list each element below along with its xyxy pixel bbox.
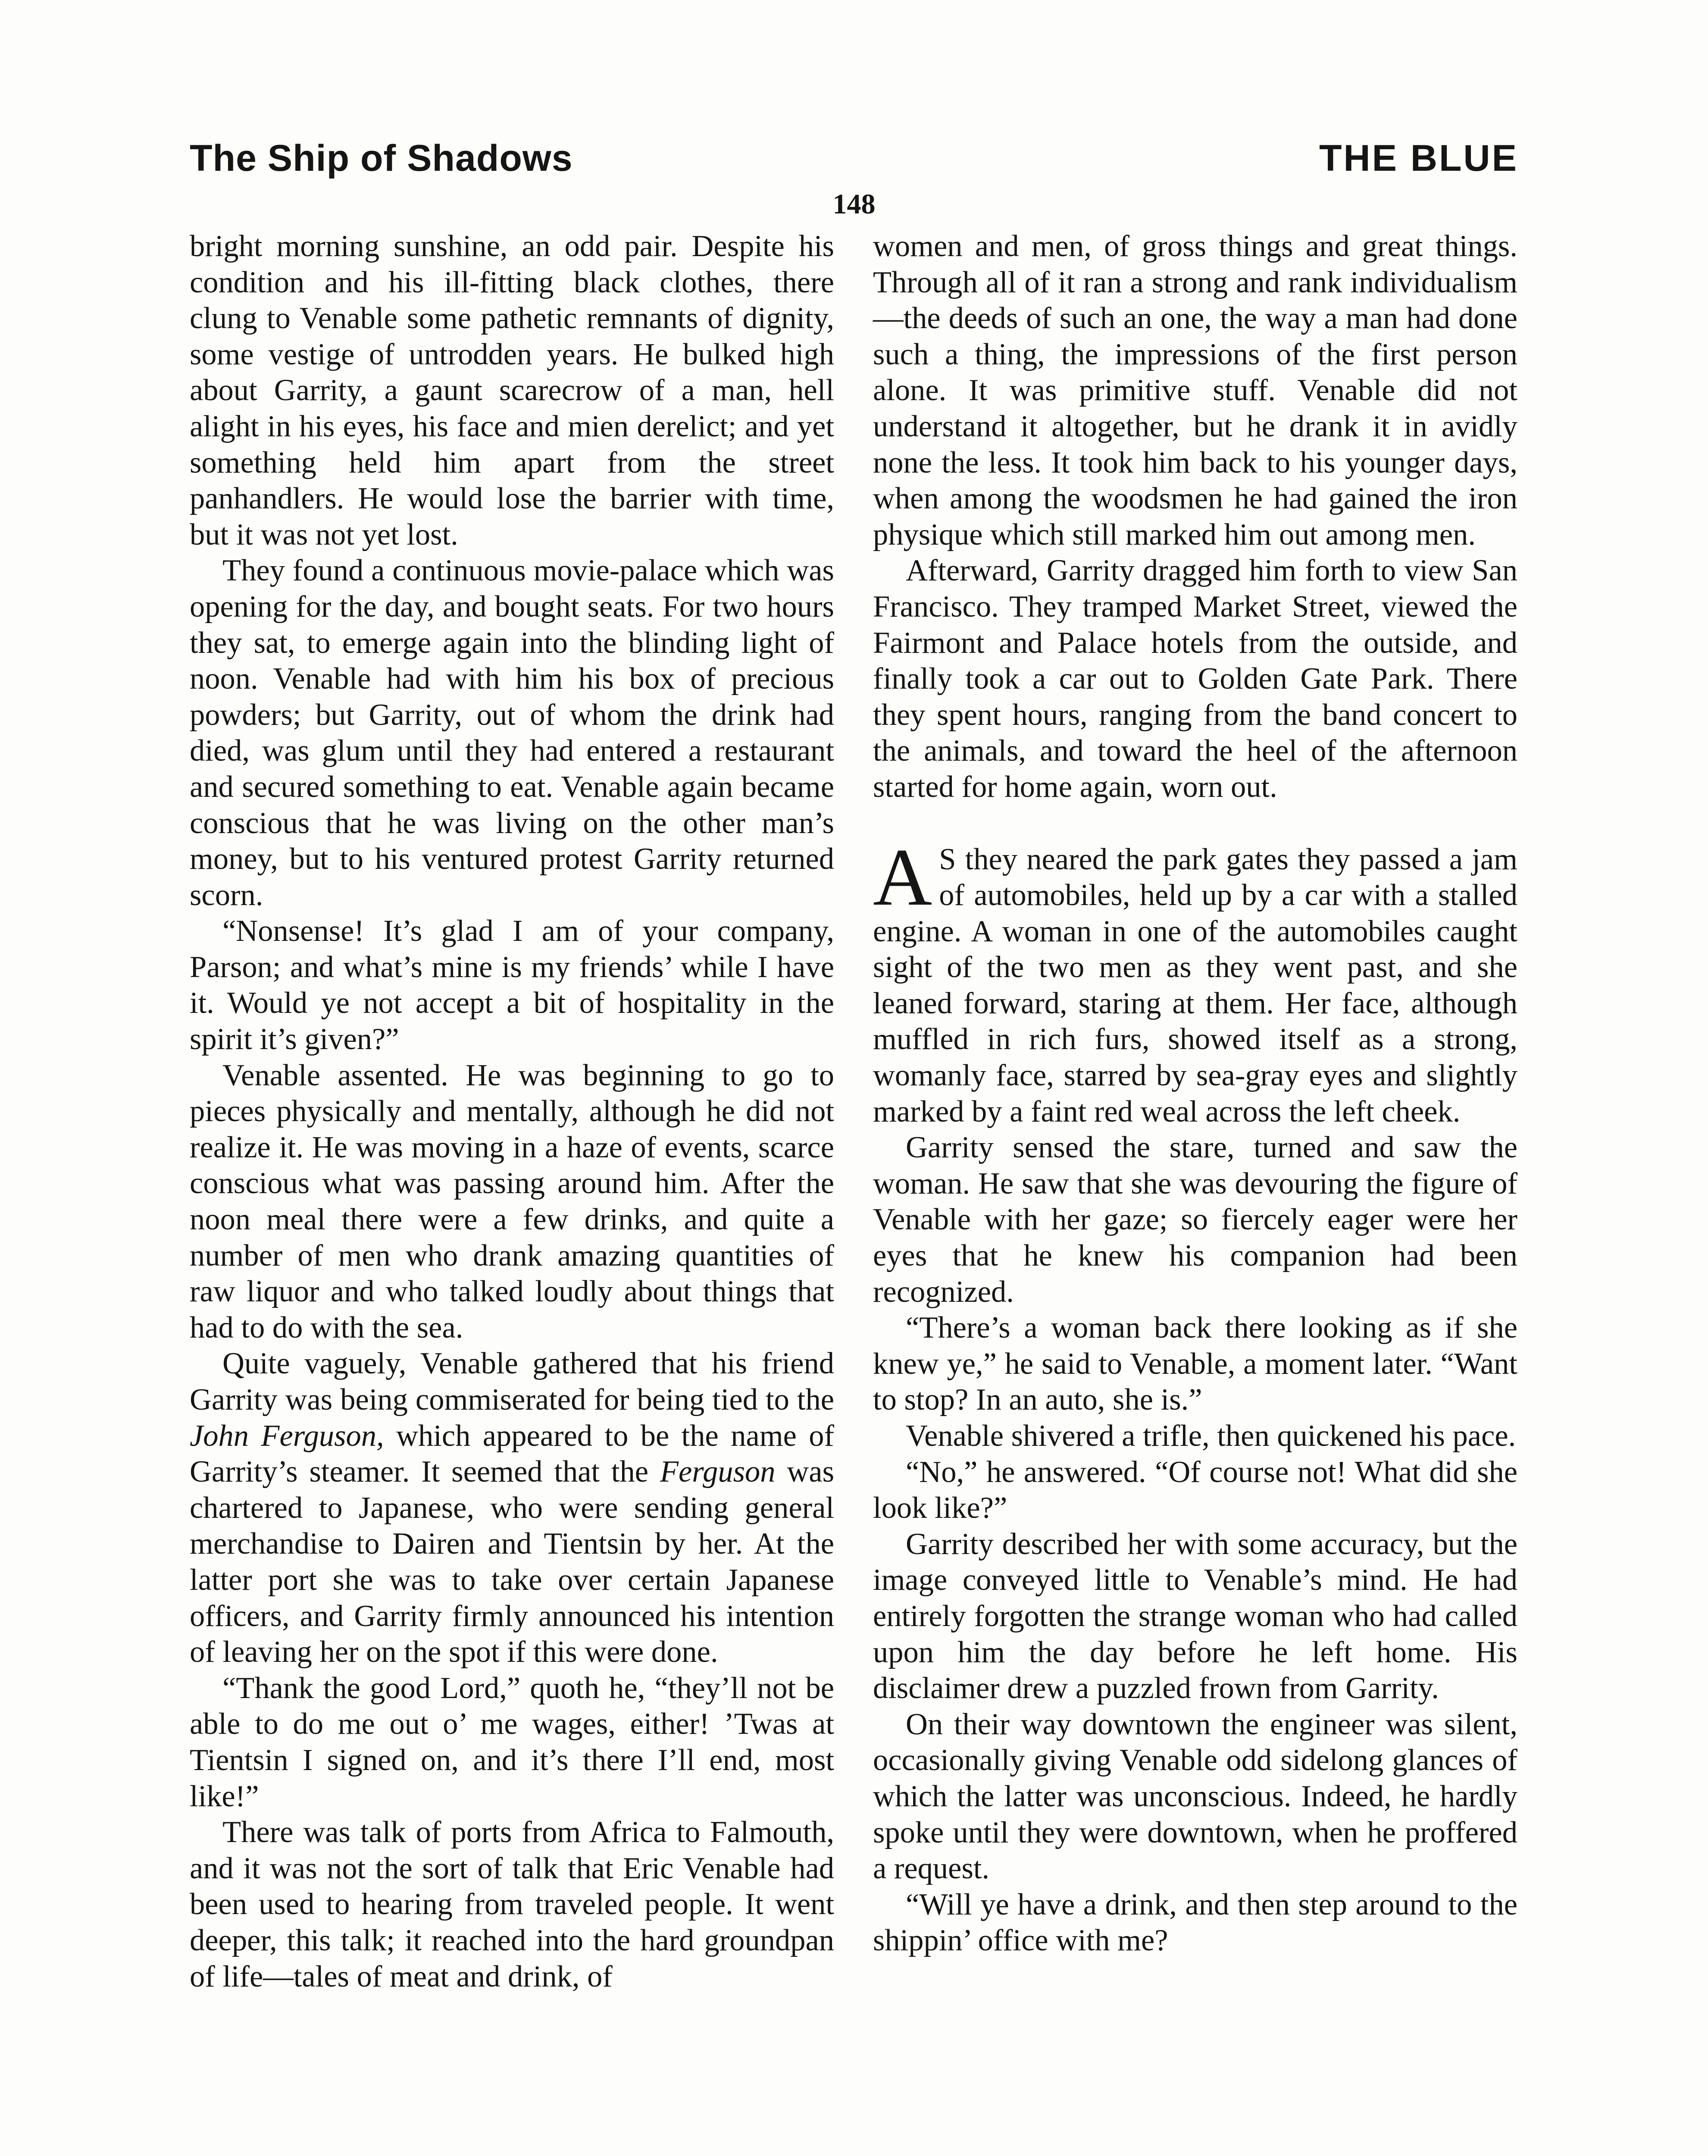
paragraph: “No,” he answered. “Of course not! What did she look like?” bbox=[873, 1455, 1517, 1525]
paragraph: Venable assented. He was beginning to go to pieces physically and mentally, although he did not realize it. He was moving in a haze of events, scarce conscious what was passing around him. After the noon meal there were a few drinks, and quite a number of men who drank amazing quantities of raw liquor and who talked loudly about things that had to do with the sea. bbox=[190, 1058, 834, 1344]
paragraph: “Nonsense! It’s glad I am of your company, Parson; and what’s mine is my friends’ while I have it. Would ye not accept a bit of hospitality in the spirit it’s given?” bbox=[190, 914, 834, 1056]
left-column bbox=[190, 229, 834, 1995]
paragraph: “Will ye have a drink, and then step around to the shippin’ office with me? bbox=[873, 1887, 1517, 1958]
ship-name-short: Ferguson bbox=[660, 1455, 776, 1489]
paragraph-text: S they neared the park gates they passed a jam of automobiles, held up by a car with a stalled engine. A woman in one of the automobiles caught sight of the two men as they went past, and she leaned forward, staring at them. Her face, although muffled in rich furs, showed itself as a strong, womanly face, starred by sea-gray eyes and slightly marked by a faint red weal across the left cheek. bbox=[873, 842, 1517, 1128]
paragraph: “Thank the good Lord,” quoth he, “they’ll not be able to do me out o’ me wages, either! ’Twas at Tientsin I signed on, and it’s there I’ll end, most like!” bbox=[190, 1671, 834, 1813]
running-head-title: The Ship of Shadows bbox=[190, 138, 573, 179]
page-number: 148 bbox=[832, 188, 876, 220]
paragraph: Venable shivered a trifle, then quickened his pace. bbox=[906, 1419, 1516, 1453]
paragraph: women and men, of gross things and great things. Through all of it ran a strong and rank individualism—the deeds of such an one, the way a man had done such a thing, the impressions of the first person alone. It was primitive stuff. Venable did not understand it altogether, but he drank it in avidly none the less. It took him back to his younger days, when among the woodsmen he had gained the iron physique which still marked him out among men. bbox=[873, 229, 1517, 552]
paragraph-text: which appeared to be the name of Garrity’s steamer. It seemed that the bbox=[190, 1419, 834, 1489]
running-head-magazine: THE BLUE bbox=[1319, 138, 1518, 179]
paragraph: bright morning sunshine, an odd pair. Despite his condition and his ill-fitting black clothes, there clung to Venable some pathetic remnants of dignity, some vestige of untrodden years. He bulked high about Garrity, a gaunt scarecrow of a man, hell alight in his eyes, his face and mien derelict; and yet something held him apart from the street panhandlers. He would lose the barrier with time, but it was not yet lost. bbox=[190, 229, 834, 552]
paragraph: There was talk of ports from Africa to Falmouth, and it was not the sort of talk that Eric Venable had been used to hearing from traveled people. It went deeper, this talk; it reached into the hard groundpan of life—tales of meat and drink, of bbox=[190, 1815, 834, 1993]
paragraph: On their way downtown the engineer was silent, occasionally giving Venable odd sidelong glances of which the latter was unconscious. Indeed, he hardly spoke until they were downtown, when he proffered a request. bbox=[873, 1707, 1517, 1886]
drop-cap: A bbox=[873, 832, 932, 923]
paragraph bbox=[190, 1346, 834, 1670]
paragraph-text: was chartered to Japanese, who were sending general merchandise to Dairen and Tientsin by her. At the latter port she was to take over certain Japanese officers, and Garrity firmly announced his intention of leaving her on the spot if this were done. bbox=[190, 1455, 835, 1669]
paragraph: Garrity described her with some accuracy, but the image conveyed little to Venable’s mind. He had entirely forgotten the strange woman who had called upon him the day before he left home. His disclaimer drew a puzzled frown from Garrity. bbox=[873, 1527, 1517, 1705]
ship-name: John Ferguson, bbox=[190, 1419, 384, 1453]
paragraph-text: Quite vaguely, Venable gathered that his friend Garrity was being commiserated for being tied to the bbox=[190, 1347, 834, 1416]
paragraph: Garrity sensed the stare, turned and saw the woman. He saw that she was devouring the figure of Venable with her gaze; so fiercely eager were her eyes that he knew his companion had been recognized. bbox=[873, 1131, 1517, 1309]
section-opening-paragraph bbox=[873, 832, 1517, 1130]
right-column bbox=[873, 229, 1517, 1959]
paragraph: They found a continuous movie-palace which was opening for the day, and bought seats. For two hours they sat, to emerge again into the blinding light of noon. Venable had with him his box of precious powders; but Garrity, out of whom the drink had died, was glum until they had entered a restaurant and secured something to eat. Venable again became conscious that he was living on the other man’s money, but to his ventured protest Garrity returned scorn. bbox=[190, 554, 834, 912]
paragraph: Afterward, Garrity dragged him forth to view San Francisco. They tramped Market Street, viewed the Fairmont and Palace hotels from the outside, and finally took a car out to Golden Gate Park. There they spent hours, ranging from the band concert to the animals, and toward the heel of the afternoon started for home again, worn out. bbox=[873, 554, 1517, 804]
paragraph: “There’s a woman back there looking as if she knew ye,” he said to Venable, a moment later. “Want to stop? In an auto, she is.” bbox=[873, 1311, 1517, 1417]
